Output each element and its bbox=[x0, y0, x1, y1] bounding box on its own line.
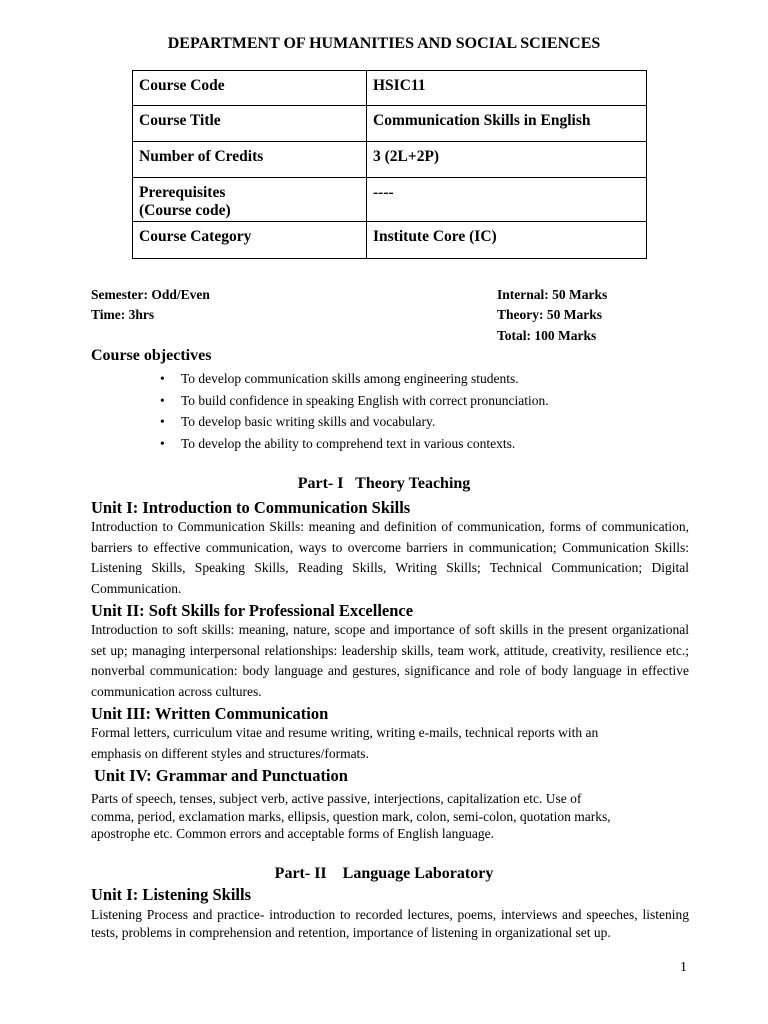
table-row bbox=[133, 71, 647, 106]
unit-2-body: Introduction to soft skills: meaning, nature, scope and importance of soft skills in the present organizational set up; managing interpersonal relationships: leadership skills, team work, attitude, creativity, resilience etc.; nonverbal communication: body language and gestures, significance and role of body language in effective communication across cultures. bbox=[91, 622, 689, 700]
prerequisites-label bbox=[133, 178, 367, 222]
course-category-value: Institute Core (IC) bbox=[367, 222, 647, 259]
unit-1-title: Unit I: Introduction to Communication Skills bbox=[91, 498, 411, 517]
objectives-list bbox=[160, 368, 549, 454]
table-row bbox=[133, 222, 647, 259]
prerequisites-label-line1: Prerequisites bbox=[139, 184, 226, 201]
credits-value: 3 (2L+2P) bbox=[367, 142, 647, 178]
unit-4-body bbox=[91, 790, 689, 843]
table-row bbox=[133, 142, 647, 178]
time-text: Time: 3hrs bbox=[91, 307, 155, 322]
unit-3-body-line: Formal letters, curriculum vitae and resume writing, writing e-mails, technical reports with an bbox=[91, 725, 599, 740]
table-row bbox=[133, 106, 647, 142]
unit-1-body: Introduction to Communication Skills: meaning and definition of communication, forms of communication, barriers to effective communication, ways to overcome barriers in communication; Communication Skills: Listening Skills, Speaking Skills, Reading Skills, Writing Skills; Technical Communication; Digital Communication. bbox=[91, 519, 689, 597]
part-2-heading: Part- II Language Laboratory bbox=[274, 865, 494, 882]
unit-4-title: Unit IV: Grammar and Punctuation bbox=[94, 766, 348, 785]
course-title-value: Communication Skills in English bbox=[367, 106, 647, 142]
unit-3-body bbox=[91, 723, 689, 764]
lab-unit-1-title: Unit I: Listening Skills bbox=[91, 885, 252, 904]
department-title: DEPARTMENT OF HUMANITIES AND SOCIAL SCIENCES bbox=[167, 35, 601, 52]
unit-4-body-line: apostrophe etc. Common errors and acceptable forms of English language. bbox=[91, 826, 494, 841]
list-item: • To develop communication skills among engineering students. bbox=[160, 368, 549, 390]
list-item: • To develop basic writing skills and vocabulary. bbox=[160, 411, 549, 433]
objectives-heading: Course objectives bbox=[91, 347, 212, 364]
unit-3-title: Unit III: Written Communication bbox=[91, 704, 329, 723]
course-title-label: Course Title bbox=[133, 106, 367, 142]
unit-2-title: Unit II: Soft Skills for Professional Excellence bbox=[91, 601, 414, 620]
total-marks: Total: 100 Marks bbox=[497, 328, 597, 343]
semester-text: Semester: Odd/Even bbox=[91, 287, 210, 302]
course-code-value: HSIC11 bbox=[367, 71, 647, 106]
table-row bbox=[133, 178, 647, 222]
page-number: 1 bbox=[680, 960, 687, 975]
unit-4-body-line: Parts of speech, tenses, subject verb, active passive, interjections, capitalization etc. Use of bbox=[91, 791, 582, 806]
theory-marks: Theory: 50 Marks bbox=[497, 307, 602, 322]
unit-4-body-line: comma, period, exclamation marks, ellipsis, question mark, colon, semi-colon, quotation marks, bbox=[91, 808, 611, 824]
part-1-heading: Part- I Theory Teaching bbox=[297, 475, 471, 492]
course-category-label: Course Category bbox=[133, 222, 367, 259]
credits-label: Number of Credits bbox=[133, 142, 367, 178]
prerequisites-label-line2: (Course code) bbox=[139, 202, 231, 219]
prerequisites-value: ---- bbox=[367, 178, 647, 222]
course-info-table bbox=[132, 70, 647, 259]
lab-unit-1-body: Listening Process and practice- introduction to recorded lectures, poems, interviews and speeches, listening tests, problems in comprehension and retention, importance of listening in organizational set up. bbox=[91, 907, 689, 940]
list-item: • To develop the ability to comprehend text in various contexts. bbox=[160, 433, 549, 455]
unit-3-body-line: emphasis on different styles and structures/formats. bbox=[91, 745, 369, 761]
list-item: • To build confidence in speaking English with correct pronunciation. bbox=[160, 390, 549, 412]
course-code-label: Course Code bbox=[133, 71, 367, 106]
internal-marks: Internal: 50 Marks bbox=[497, 287, 608, 302]
